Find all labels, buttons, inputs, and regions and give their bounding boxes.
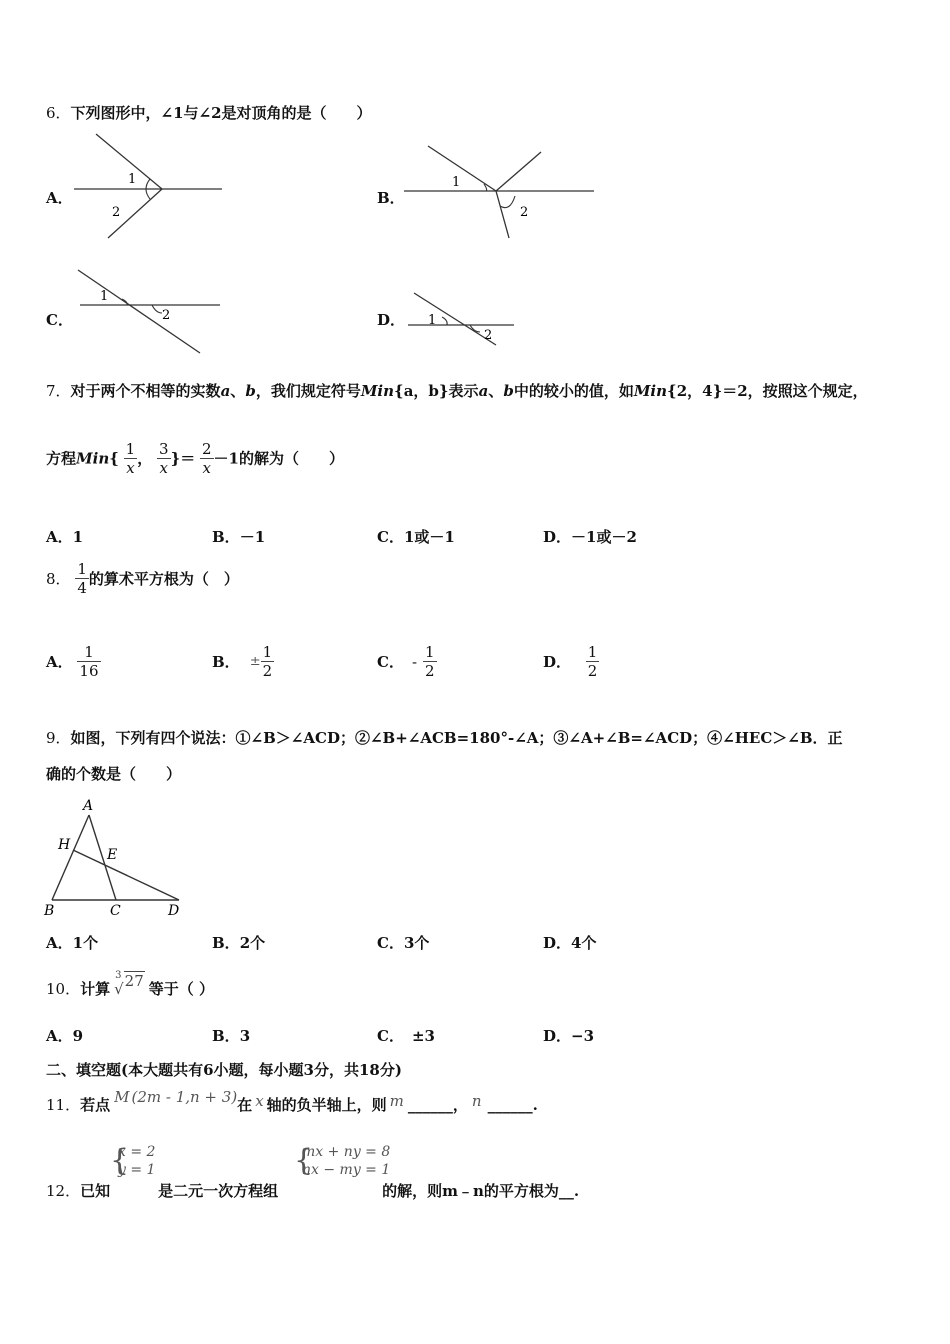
q6-d-angle1-label: 1 <box>428 313 437 328</box>
q12-stem-a: 已知 <box>80 1182 111 1200</box>
q7-min-args: {a，b} <box>394 382 449 400</box>
q7-stem-d: 中的较小的值，如 <box>513 382 634 400</box>
q7-eq-prefix: 方程 <box>46 449 77 468</box>
q11-axis-var: x <box>255 1092 264 1110</box>
q6-option-d-figure <box>402 288 522 350</box>
q10-option-a[interactable]: A．9 <box>46 1027 84 1045</box>
q9-number: 9． <box>46 729 71 747</box>
q10-option-c[interactable]: C． ±3 <box>377 1027 435 1045</box>
q7-fraction-2-over-x: $\frac{2}{x}$ <box>202 440 212 477</box>
q7-eq-comma: ， <box>137 449 153 468</box>
q8-fraction-1-over-4: $\frac{1}{4}$ <box>77 560 87 597</box>
q12-stem-b: 是二元一次方程组 <box>158 1182 279 1200</box>
q8-option-b[interactable]: B． ± $\frac{1}{2}$ <box>212 643 273 680</box>
q12-solution-system <box>110 1143 155 1179</box>
q7-sep2: 、 <box>488 382 504 400</box>
q7-stem-a: 对于两个不相等的实数 <box>70 382 221 400</box>
q10-cube-root: 3 √27 <box>114 970 144 998</box>
q12-solution-y: y = 1 <box>118 1162 156 1178</box>
q6-a-angle1-label: 1 <box>128 172 137 187</box>
q10-stem-line <box>46 970 214 999</box>
q9-label-h: H <box>58 837 71 853</box>
q6-stem-line <box>46 102 372 123</box>
q9-option-d[interactable]: D．4个 <box>543 934 597 952</box>
q10-option-b[interactable]: B．3 <box>212 1027 251 1045</box>
q8-stem-line <box>46 560 239 597</box>
q11-coordinates: (2m - 1,n + 3) <box>131 1088 238 1106</box>
q11-point-name: M <box>114 1088 130 1106</box>
q6-option-b-letter[interactable]: B． <box>377 189 405 207</box>
q6-c-angle2-label: 2 <box>162 308 171 323</box>
q11-stem-b: 在 <box>237 1096 253 1114</box>
q12-solution-brace-group: { x = 2 y = 1 <box>110 1143 156 1178</box>
q6-number: 6． <box>46 104 71 122</box>
q12-system-eq1: mx + ny = 8 <box>302 1144 391 1160</box>
q10-stem-b: 等于（ ） <box>148 980 214 998</box>
q6-option-a-letter[interactable]: A． <box>46 189 73 207</box>
q9-label-e: E <box>107 847 118 863</box>
q7-option-d[interactable]: D．－1或－2 <box>543 528 637 546</box>
q12-system-eq2: nx − my = 1 <box>302 1162 391 1178</box>
q7-example: {2，4}＝2，按照这个规定， <box>667 382 868 400</box>
q10-option-d[interactable]: D．−3 <box>543 1027 595 1045</box>
q7-eq-suffix: －1的解为（ ） <box>213 449 344 468</box>
q10-number: 10． <box>46 980 81 998</box>
q9-option-a[interactable]: A．1个 <box>46 934 99 952</box>
q9-option-b[interactable]: B．2个 <box>212 934 266 952</box>
q9-option-c[interactable]: C．3个 <box>377 934 430 952</box>
q8-option-d[interactable]: D． $\frac{1}{2}$ <box>543 643 598 680</box>
section2-title: 二、填空题(本大题共有6小题，每小题3分，共18分) <box>46 1061 402 1079</box>
q7-eq-open: { <box>109 449 119 468</box>
q6-d-angle2-label: 2 <box>484 328 493 343</box>
q8-option-a[interactable]: A． $\frac{1}{16}$ <box>46 643 99 680</box>
q12-solution-x: x = 2 <box>118 1144 156 1160</box>
q7-eq-min: Min <box>76 449 110 468</box>
q8-d-fraction: $\frac{1}{2}$ <box>587 643 598 680</box>
q11-blank-1[interactable]: ______， <box>407 1096 468 1114</box>
q10-radicand: 27 <box>124 972 144 990</box>
q8-number: 8． <box>46 570 71 588</box>
q7-min-symbol-2: Min <box>633 382 668 400</box>
q6-option-a-figure <box>70 130 230 245</box>
q7-stem-line <box>46 380 868 401</box>
q12-system-brace-group: { mx + ny = 8 nx − my = 1 <box>294 1143 391 1178</box>
q7-number: 7． <box>46 382 71 400</box>
q6-b-angle1-label: 1 <box>452 175 461 190</box>
q7-option-a[interactable]: A．1 <box>46 528 84 546</box>
q12-equation-system <box>294 1143 390 1179</box>
q6-option-c-letter[interactable]: C． <box>46 311 73 329</box>
q9-label-c: C <box>110 903 121 919</box>
q12-number: 12． <box>46 1182 81 1200</box>
q9-stem-1: 如图，下列有四个说法：①∠B＞∠ACD；②∠B+∠ACB=180°-∠A；③∠A+∠B=∠ACD；④∠HEC＞∠B．正 <box>70 729 843 747</box>
q6-option-c-figure <box>72 266 227 358</box>
q6-b-angle2-label: 2 <box>520 205 529 220</box>
q6-a-angle2-label: 2 <box>112 205 121 220</box>
q9-label-a: A <box>83 798 94 814</box>
q7-var-b: b <box>245 382 256 400</box>
q11-blank-2[interactable]: ______. <box>487 1096 538 1114</box>
q7-var-a: a <box>220 382 231 400</box>
q7-var-b2: b <box>503 382 514 400</box>
q9-stem-line2: 确的个数是（ ） <box>46 765 182 783</box>
q8-stem: 的算术平方根为（ ） <box>88 570 239 588</box>
q12-stem-c: 的解，则m﹣n的平方根为__. <box>382 1182 580 1200</box>
q11-var-m: m <box>389 1092 404 1110</box>
q8-b-fraction: $\frac{1}{2}$ <box>262 643 273 680</box>
q11-stem-a: 若点 <box>80 1096 111 1114</box>
q7-var-a2: a <box>478 382 489 400</box>
q8-c-fraction: $\frac{1}{2}$ <box>425 643 435 680</box>
q9-label-b: B <box>44 903 55 919</box>
q7-equation-line <box>46 440 344 477</box>
q7-sep1: 、 <box>230 382 246 400</box>
q6-option-b-figure <box>400 140 600 245</box>
q11-number: 11． <box>46 1096 81 1114</box>
q6-c-angle1-label: 1 <box>100 289 109 304</box>
q9-label-d: D <box>168 903 180 919</box>
q9-stem-line1 <box>46 727 843 748</box>
q8-a-fraction: $\frac{1}{16}$ <box>79 643 99 680</box>
q11-stem-c: 轴的负半轴上，则 <box>266 1096 387 1114</box>
q7-fraction-1-over-x: $\frac{1}{x}$ <box>125 440 136 477</box>
q7-eq-close: }＝ <box>170 449 196 468</box>
q12-stem-line <box>46 1180 579 1201</box>
q11-stem-line <box>46 1088 538 1115</box>
q7-stem-b: ，我们规定符号 <box>255 382 361 400</box>
q10-root-index: 3 <box>115 970 122 981</box>
q7-stem-c: 表示 <box>448 382 479 400</box>
q7-option-b[interactable]: B．－1 <box>212 528 266 546</box>
q7-fraction-3-over-x: $\frac{3}{x}$ <box>159 440 169 477</box>
q9-triangle-figure <box>40 790 190 920</box>
q10-stem-a: 计算 <box>80 980 111 998</box>
q11-var-n: n <box>471 1092 482 1110</box>
q7-min-symbol: Min <box>360 382 395 400</box>
q7-option-c[interactable]: C．1或－1 <box>377 528 455 546</box>
q6-stem: 下列图形中，∠1与∠2是对顶角的是（ ） <box>70 104 372 122</box>
q6-option-d-letter[interactable]: D． <box>377 311 406 329</box>
q8-option-c[interactable]: C． - $\frac{1}{2}$ <box>377 643 435 680</box>
